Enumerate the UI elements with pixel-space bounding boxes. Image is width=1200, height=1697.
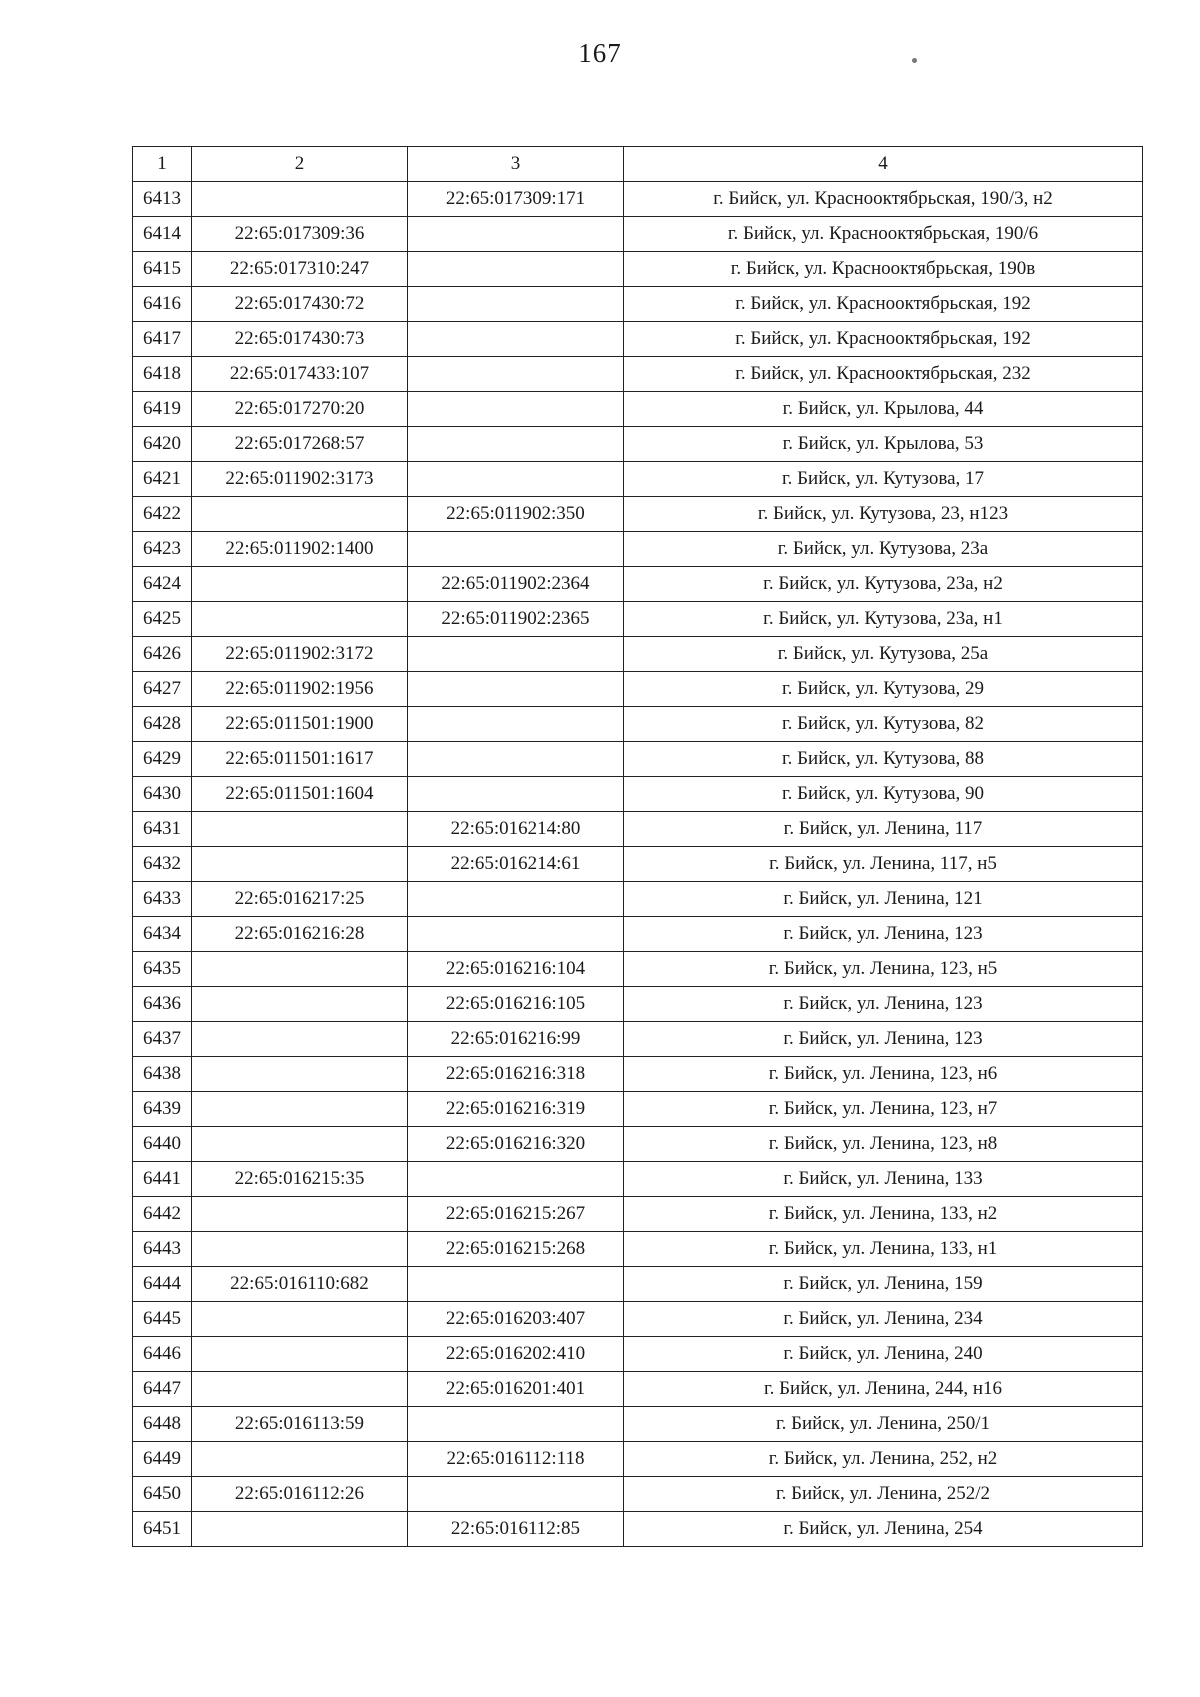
address-cell: г. Бийск, ул. Ленина, 117, н5 [624,847,1143,882]
row-number-cell: 6449 [133,1442,192,1477]
row-number-cell: 6437 [133,1022,192,1057]
table-row [133,217,1143,252]
cadastral-number-alt-cell [408,427,624,462]
cadastral-number-alt-cell: 22:65:016216:320 [408,1127,624,1162]
address-cell: г. Бийск, ул. Ленина, 234 [624,1302,1143,1337]
address-cell: г. Бийск, ул. Кутузова, 29 [624,672,1143,707]
cadastral-number-alt-cell [408,637,624,672]
cadastral-number-alt-cell: 22:65:011902:2365 [408,602,624,637]
address-cell: г. Бийск, ул. Краснооктябрьская, 192 [624,287,1143,322]
address-cell: г. Бийск, ул. Краснооктябрьская, 190/6 [624,217,1143,252]
cadastral-number-cell [192,1372,408,1407]
row-number-cell: 6429 [133,742,192,777]
row-number-cell: 6436 [133,987,192,1022]
cadastral-number-alt-cell: 22:65:016216:105 [408,987,624,1022]
address-cell: г. Бийск, ул. Кутузова, 17 [624,462,1143,497]
cadastral-number-cell: 22:65:011501:1617 [192,742,408,777]
address-cell: г. Бийск, ул. Кутузова, 23а, н2 [624,567,1143,602]
cadastral-number-cell: 22:65:011501:1604 [192,777,408,812]
row-number-cell: 6432 [133,847,192,882]
address-cell: г. Бийск, ул. Ленина, 240 [624,1337,1143,1372]
cadastral-number-cell: 22:65:016215:35 [192,1162,408,1197]
address-cell: г. Бийск, ул. Крылова, 44 [624,392,1143,427]
address-cell: г. Бийск, ул. Краснооктябрьская, 232 [624,357,1143,392]
address-cell: г. Бийск, ул. Кутузова, 23а [624,532,1143,567]
table-row [133,497,1143,532]
row-number-cell: 6425 [133,602,192,637]
cadastral-number-alt-cell: 22:65:016215:267 [408,1197,624,1232]
table-row [133,182,1143,217]
table-row [133,707,1143,742]
table-row [133,462,1143,497]
cadastral-number-alt-cell: 22:65:016214:80 [408,812,624,847]
cadastral-number-alt-cell [408,1162,624,1197]
address-cell: г. Бийск, ул. Ленина, 133, н2 [624,1197,1143,1232]
table-row [133,532,1143,567]
table-row [133,287,1143,322]
cadastral-number-cell [192,1337,408,1372]
address-cell: г. Бийск, ул. Кутузова, 88 [624,742,1143,777]
row-number-cell: 6430 [133,777,192,812]
row-number-cell: 6442 [133,1197,192,1232]
row-number-cell: 6418 [133,357,192,392]
cadastral-number-alt-cell: 22:65:016203:407 [408,1302,624,1337]
address-cell: г. Бийск, ул. Ленина, 123, н6 [624,1057,1143,1092]
cadastral-number-alt-cell [408,1477,624,1512]
address-cell: г. Бийск, ул. Ленина, 123, н7 [624,1092,1143,1127]
table-row [133,672,1143,707]
row-number-cell: 6424 [133,567,192,602]
cadastral-number-cell [192,1127,408,1162]
table-row [133,357,1143,392]
table-row [133,1267,1143,1302]
table-row [133,777,1143,812]
table-row [133,567,1143,602]
column-header-2: 2 [192,147,408,182]
row-number-cell: 6439 [133,1092,192,1127]
row-number-cell: 6421 [133,462,192,497]
cadastral-number-alt-cell [408,462,624,497]
table-row [133,392,1143,427]
row-number-cell: 6433 [133,882,192,917]
table-row [133,1127,1143,1162]
row-number-cell: 6422 [133,497,192,532]
cadastral-number-alt-cell: 22:65:016215:268 [408,1232,624,1267]
table-header-row [133,147,1143,182]
row-number-cell: 6428 [133,707,192,742]
cadastral-number-alt-cell [408,917,624,952]
table-row [133,1232,1143,1267]
table-row [133,847,1143,882]
cadastral-number-cell [192,497,408,532]
address-cell: г. Бийск, ул. Ленина, 123 [624,1022,1143,1057]
address-cell: г. Бийск, ул. Ленина, 250/1 [624,1407,1143,1442]
cadastral-number-cell: 22:65:011902:3172 [192,637,408,672]
table-row [133,1407,1143,1442]
table-row [133,1337,1143,1372]
row-number-cell: 6423 [133,532,192,567]
address-cell: г. Бийск, ул. Ленина, 123, н8 [624,1127,1143,1162]
row-number-cell: 6415 [133,252,192,287]
cadastral-number-alt-cell [408,1267,624,1302]
table-row [133,637,1143,672]
row-number-cell: 6426 [133,637,192,672]
address-cell: г. Бийск, ул. Кутузова, 25а [624,637,1143,672]
cadastral-number-alt-cell [408,252,624,287]
column-header-4: 4 [624,147,1143,182]
address-cell: г. Бийск, ул. Ленина, 123 [624,987,1143,1022]
column-header-3: 3 [408,147,624,182]
row-number-cell: 6451 [133,1512,192,1547]
table-row [133,1512,1143,1547]
cadastral-number-alt-cell [408,532,624,567]
cadastral-number-cell: 22:65:016112:26 [192,1477,408,1512]
cadastral-number-alt-cell [408,217,624,252]
row-number-cell: 6445 [133,1302,192,1337]
address-cell: г. Бийск, ул. Краснооктябрьская, 190/3, н2 [624,182,1143,217]
scan-artifact-dot [912,58,917,63]
cadastral-number-cell: 22:65:017433:107 [192,357,408,392]
table-row [133,1442,1143,1477]
row-number-cell: 6444 [133,1267,192,1302]
cadastral-number-alt-cell: 22:65:016201:401 [408,1372,624,1407]
cadastral-number-cell: 22:65:011902:1400 [192,532,408,567]
cadastral-number-cell [192,1232,408,1267]
table-row [133,812,1143,847]
cadastral-number-alt-cell: 22:65:016202:410 [408,1337,624,1372]
cadastral-number-alt-cell: 22:65:016216:319 [408,1092,624,1127]
cadastral-number-alt-cell: 22:65:016112:118 [408,1442,624,1477]
cadastral-number-alt-cell: 22:65:011902:350 [408,497,624,532]
cadastral-number-cell: 22:65:016217:25 [192,882,408,917]
table-row [133,917,1143,952]
row-number-cell: 6413 [133,182,192,217]
table-row [133,1022,1143,1057]
cadastral-number-cell [192,1197,408,1232]
table-row [133,1092,1143,1127]
cadastral-number-alt-cell [408,392,624,427]
row-number-cell: 6440 [133,1127,192,1162]
registry-table [132,146,1143,1547]
cadastral-number-cell: 22:65:017268:57 [192,427,408,462]
cadastral-number-cell [192,812,408,847]
address-cell: г. Бийск, ул. Краснооктябрьская, 190в [624,252,1143,287]
column-header-1: 1 [133,147,192,182]
row-number-cell: 6447 [133,1372,192,1407]
cadastral-number-cell [192,182,408,217]
address-cell: г. Бийск, ул. Ленина, 133 [624,1162,1143,1197]
address-cell: г. Бийск, ул. Ленина, 252/2 [624,1477,1143,1512]
cadastral-number-cell [192,952,408,987]
table-row [133,1197,1143,1232]
cadastral-number-alt-cell [408,322,624,357]
address-cell: г. Бийск, ул. Ленина, 121 [624,882,1143,917]
row-number-cell: 6420 [133,427,192,462]
cadastral-number-cell [192,602,408,637]
cadastral-number-cell [192,1302,408,1337]
cadastral-number-cell: 22:65:017309:36 [192,217,408,252]
row-number-cell: 6448 [133,1407,192,1442]
cadastral-number-cell: 22:65:016113:59 [192,1407,408,1442]
cadastral-number-alt-cell: 22:65:016112:85 [408,1512,624,1547]
cadastral-number-cell: 22:65:017430:73 [192,322,408,357]
cadastral-number-alt-cell [408,287,624,322]
row-number-cell: 6446 [133,1337,192,1372]
row-number-cell: 6427 [133,672,192,707]
address-cell: г. Бийск, ул. Ленина, 159 [624,1267,1143,1302]
address-cell: г. Бийск, ул. Кутузова, 90 [624,777,1143,812]
page-number: 167 [578,38,622,68]
cadastral-number-alt-cell: 22:65:016214:61 [408,847,624,882]
address-cell: г. Бийск, ул. Ленина, 133, н1 [624,1232,1143,1267]
address-cell: г. Бийск, ул. Кутузова, 23а, н1 [624,602,1143,637]
cadastral-number-alt-cell: 22:65:016216:104 [408,952,624,987]
cadastral-number-cell: 22:65:017310:247 [192,252,408,287]
row-number-cell: 6414 [133,217,192,252]
table-row [133,252,1143,287]
row-number-cell: 6419 [133,392,192,427]
row-number-cell: 6416 [133,287,192,322]
address-cell: г. Бийск, ул. Ленина, 123 [624,917,1143,952]
row-number-cell: 6435 [133,952,192,987]
table-row [133,1057,1143,1092]
address-cell: г. Бийск, ул. Кутузова, 23, н123 [624,497,1143,532]
table-row [133,322,1143,357]
cadastral-number-cell [192,1057,408,1092]
row-number-cell: 6438 [133,1057,192,1092]
row-number-cell: 6417 [133,322,192,357]
table-row [133,1477,1143,1512]
cadastral-number-alt-cell [408,707,624,742]
table-row [133,1162,1143,1197]
cadastral-number-cell [192,1022,408,1057]
cadastral-number-alt-cell [408,1407,624,1442]
row-number-cell: 6431 [133,812,192,847]
cadastral-number-cell: 22:65:016216:28 [192,917,408,952]
cadastral-number-alt-cell [408,882,624,917]
address-cell: г. Бийск, ул. Ленина, 244, н16 [624,1372,1143,1407]
address-cell: г. Бийск, ул. Крылова, 53 [624,427,1143,462]
cadastral-number-alt-cell [408,672,624,707]
address-cell: г. Бийск, ул. Ленина, 117 [624,812,1143,847]
cadastral-number-cell [192,1512,408,1547]
row-number-cell: 6441 [133,1162,192,1197]
cadastral-number-cell [192,987,408,1022]
cadastral-number-cell [192,567,408,602]
address-cell: г. Бийск, ул. Кутузова, 82 [624,707,1143,742]
cadastral-number-alt-cell: 22:65:011902:2364 [408,567,624,602]
table-row [133,952,1143,987]
table-row [133,427,1143,462]
table-row [133,1302,1143,1337]
table-body [133,182,1143,1547]
cadastral-number-alt-cell: 22:65:017309:171 [408,182,624,217]
table-row [133,987,1143,1022]
cadastral-number-alt-cell: 22:65:016216:99 [408,1022,624,1057]
row-number-cell: 6443 [133,1232,192,1267]
table-row [133,1372,1143,1407]
cadastral-number-cell [192,1092,408,1127]
address-cell: г. Бийск, ул. Ленина, 252, н2 [624,1442,1143,1477]
cadastral-number-cell: 22:65:017270:20 [192,392,408,427]
address-cell: г. Бийск, ул. Ленина, 123, н5 [624,952,1143,987]
cadastral-number-cell [192,1442,408,1477]
cadastral-number-cell: 22:65:016110:682 [192,1267,408,1302]
address-cell: г. Бийск, ул. Ленина, 254 [624,1512,1143,1547]
table-row [133,742,1143,777]
cadastral-number-cell: 22:65:011902:1956 [192,672,408,707]
table-row [133,602,1143,637]
cadastral-number-alt-cell [408,357,624,392]
row-number-cell: 6434 [133,917,192,952]
cadastral-number-cell: 22:65:011902:3173 [192,462,408,497]
address-cell: г. Бийск, ул. Краснооктябрьская, 192 [624,322,1143,357]
cadastral-number-alt-cell [408,742,624,777]
cadastral-number-cell: 22:65:017430:72 [192,287,408,322]
table-row [133,882,1143,917]
cadastral-number-alt-cell [408,777,624,812]
cadastral-number-cell: 22:65:011501:1900 [192,707,408,742]
row-number-cell: 6450 [133,1477,192,1512]
cadastral-number-cell [192,847,408,882]
cadastral-number-alt-cell: 22:65:016216:318 [408,1057,624,1092]
